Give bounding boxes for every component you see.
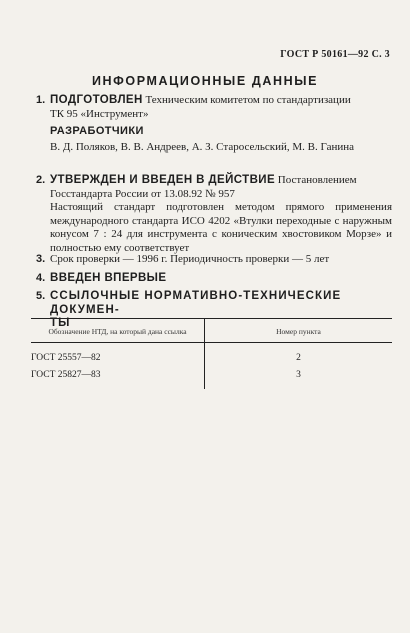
section-heading: УТВЕРЖДЕН И ВВЕДЕН В ДЕЙСТВИЕ — [50, 174, 276, 186]
section-heading: ССЫЛОЧНЫЕ НОРМАТИВНО-ТЕХНИЧЕСКИЕ ДОКУМЕН- — [50, 290, 342, 316]
section-3 — [36, 253, 392, 267]
page-header: ГОСТ Р 50161—92 С. 3 — [280, 49, 390, 60]
table-header-row — [31, 319, 392, 343]
section-text: ТК 95 «Инструмент» — [50, 107, 149, 120]
section-body: Настоящий стандарт подготовлен методом прямого применения международного стандарта ИСО 4202 «Втулки переходные с наружным конусом 7 : 24 для инструмента с коническим хвостовиком Морзе» и полностью ему соответствует — [50, 201, 392, 254]
section-heading: ПОДГОТОВЛЕН — [50, 94, 143, 106]
column-header-document: Обозначение НТД, на который дана ссылка — [31, 319, 205, 343]
section-heading: ТЫ — [50, 317, 71, 329]
references-table — [31, 318, 392, 389]
column-header-clause: Номер пункта — [205, 319, 393, 343]
table-cell-clause: 2 — [296, 352, 301, 363]
section-number: 3. — [36, 253, 46, 265]
table-cell-clause: 3 — [296, 369, 301, 380]
table-row — [31, 366, 392, 389]
developers-heading: РАЗРАБОТЧИКИ — [50, 125, 144, 137]
section-number: 4. — [36, 272, 46, 284]
section-number: 1. — [36, 94, 46, 106]
section-text: Техническим комитетом по стандартизации — [142, 94, 351, 106]
section-4 — [36, 272, 392, 286]
section-2 — [36, 174, 392, 255]
table-cell-document: ГОСТ 25827—83 — [31, 366, 205, 389]
section-text: Госстандарта России от 13.08.92 № 957 — [50, 187, 235, 200]
table-cell-document: ГОСТ 25557—82 — [31, 343, 205, 367]
section-number: 2. — [36, 174, 46, 186]
section-1 — [36, 94, 392, 121]
table-row — [31, 343, 392, 367]
section-text: Срок проверки — 1996 г. Периодичность проверки — 5 лет — [50, 253, 330, 265]
section-number: 5. — [36, 290, 46, 302]
section-heading: ВВЕДЕН ВПЕРВЫЕ — [50, 272, 167, 284]
developers-list: В. Д. Поляков, В. В. Андреев, А. З. Старосельский, М. В. Ганина — [50, 141, 355, 153]
page-title: ИНФОРМАЦИОННЫЕ ДАННЫЕ — [91, 74, 319, 88]
section-text: Постановлением — [275, 174, 357, 186]
